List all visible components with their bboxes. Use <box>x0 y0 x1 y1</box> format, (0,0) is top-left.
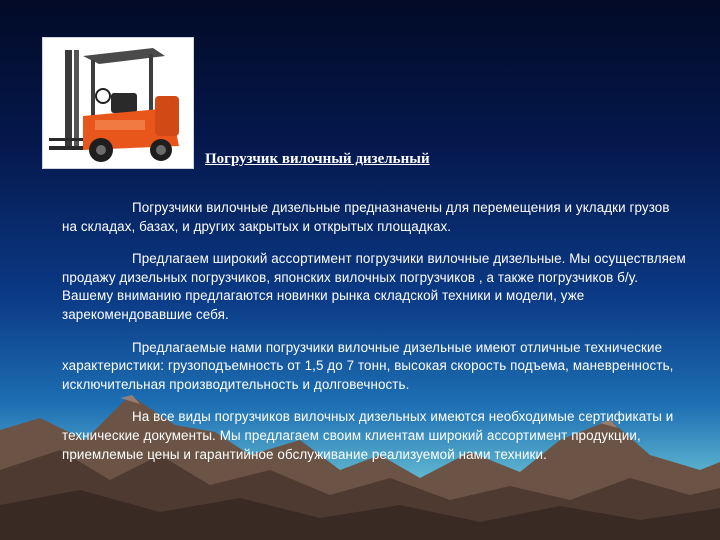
slide-body <box>62 199 686 478</box>
paragraph-assortment: Предлагаем широкий ассортимент погрузчики вилочные дизельные. Мы осуществляем продажу дизельных погрузчиков, японских вилочных погрузчиков , а также погрузчиков б/у. Вашему вниманию предлагаются новинки рынка складской техники и модели, уже зарекомендовавшие себя. <box>62 251 686 322</box>
paragraph-purpose: Погрузчики вилочные дизельные предназначены для перемещения и укладки грузов на складах, базах, и других закрытых и открытых площадках. <box>62 200 670 234</box>
paragraph-certificates: На все виды погрузчиков вилочных дизельных имеются необходимые сертификаты и технические документы. Мы предлагаем своим клиентам широкий ассортимент продукции, приемлемые цены и гарантийное обслуживание реализуемой нами техники. <box>62 409 674 462</box>
forklift-icon <box>43 38 193 168</box>
paragraph-specifications: Предлагаемые нами погрузчики вилочные дизельные имеют отличные технические характеристики: грузоподъемность от 1,5 до 7 тонн, высокая скорость подъема, маневренность, исключительная производительность и долговечность. <box>62 339 674 392</box>
slide-title: Погрузчик вилочный дизельный <box>205 151 430 167</box>
forklift-photo <box>42 37 194 169</box>
